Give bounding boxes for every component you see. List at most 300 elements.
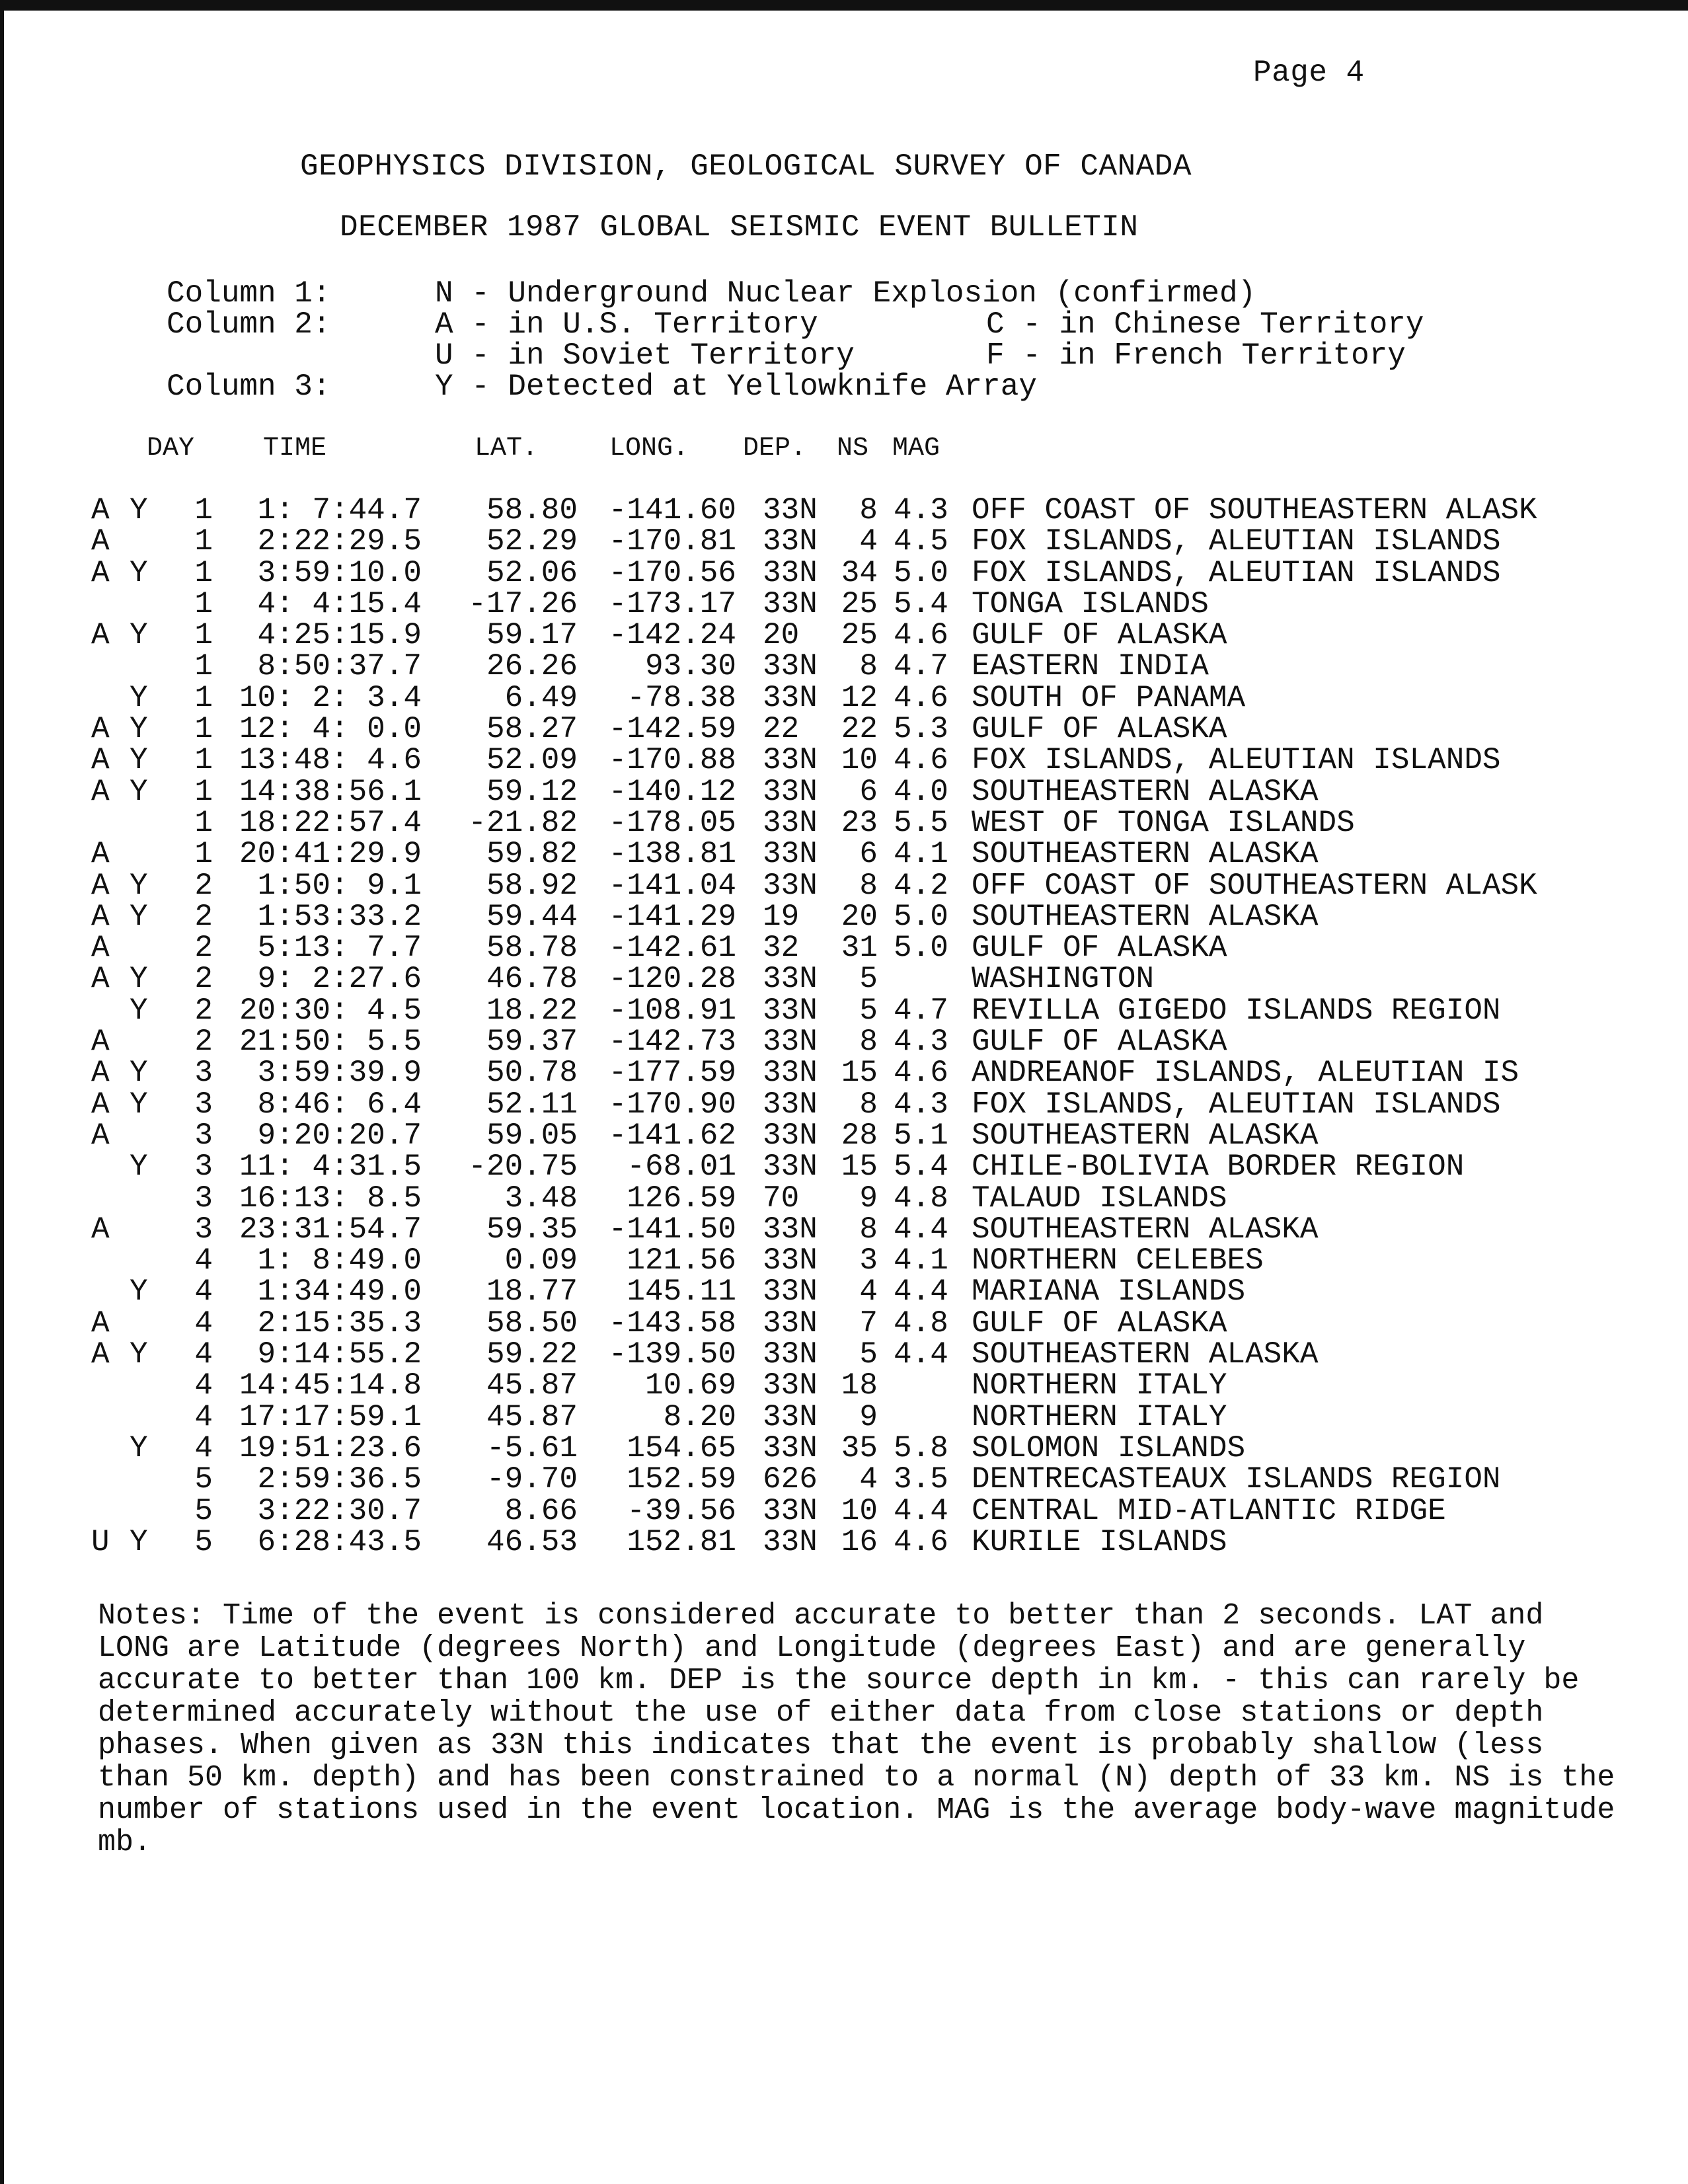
cell-time: 1: 7:44.7 xyxy=(257,493,422,527)
cell-region: FOX ISLANDS, ALEUTIAN ISLANDS xyxy=(972,524,1501,559)
cell-time: 1:34:49.0 xyxy=(257,1274,422,1309)
cell-stations: 5 xyxy=(859,993,878,1028)
cell-region: GULF OF ALASKA xyxy=(972,618,1227,653)
cell-stations: 20 xyxy=(841,899,878,934)
cell-location-flag: A xyxy=(91,1118,110,1153)
cell-location-flag: A xyxy=(91,931,110,966)
cell-stations: 7 xyxy=(859,1306,878,1341)
cell-yellowknife-flag: Y xyxy=(130,743,148,778)
cell-magnitude: 4.2 xyxy=(894,868,948,903)
cell-latitude: 46.53 xyxy=(486,1524,578,1559)
cell-latitude: 26.26 xyxy=(486,649,578,684)
cell-latitude: 59.35 xyxy=(486,1212,578,1247)
cell-day: 3 xyxy=(194,1150,213,1185)
cell-stations: 34 xyxy=(841,555,878,590)
cell-location-flag: A xyxy=(91,837,110,872)
table-header xyxy=(0,434,1688,465)
cell-time: 17:17:59.1 xyxy=(239,1399,422,1434)
cell-longitude: -68.01 xyxy=(627,1150,736,1185)
cell-region: GULF OF ALASKA xyxy=(972,1306,1227,1341)
cell-yellowknife-flag: Y xyxy=(130,774,148,809)
cell-longitude: 152.59 xyxy=(627,1462,736,1497)
cell-depth: 33N xyxy=(763,1212,818,1247)
cell-stations: 8 xyxy=(859,493,878,527)
table-row xyxy=(0,1274,1688,1309)
cell-stations: 8 xyxy=(859,868,878,903)
legend-text: A - in U.S. Territory xyxy=(435,307,818,342)
cell-latitude: 3.48 xyxy=(504,1181,578,1216)
cell-longitude: 8.20 xyxy=(663,1399,736,1434)
cell-depth: 33N xyxy=(763,1368,818,1403)
cell-region: EASTERN INDIA xyxy=(972,649,1209,684)
cell-magnitude: 4.7 xyxy=(894,993,948,1028)
cell-magnitude: 4.8 xyxy=(894,1181,948,1216)
cell-longitude: -139.50 xyxy=(608,1337,736,1372)
cell-stations: 15 xyxy=(841,1056,878,1091)
cell-region: NORTHERN CELEBES xyxy=(972,1243,1264,1278)
header-lat: LAT. xyxy=(475,434,539,463)
cell-depth: 33N xyxy=(763,1306,818,1341)
cell-longitude: -141.60 xyxy=(608,493,736,527)
cell-time: 2:59:36.5 xyxy=(257,1462,422,1497)
cell-latitude: 45.87 xyxy=(486,1368,578,1403)
cell-longitude: -143.58 xyxy=(608,1306,736,1341)
cell-day: 5 xyxy=(194,1462,213,1497)
cell-longitude: -142.61 xyxy=(608,931,736,966)
cell-magnitude: 5.0 xyxy=(894,931,948,966)
cell-time: 4:25:15.9 xyxy=(257,618,422,653)
cell-day: 2 xyxy=(194,899,213,934)
cell-latitude: -9.70 xyxy=(486,1462,578,1497)
table-row xyxy=(0,743,1688,778)
cell-day: 3 xyxy=(194,1212,213,1247)
cell-depth: 33N xyxy=(763,555,818,590)
cell-time: 9:20:20.7 xyxy=(257,1118,422,1153)
cell-depth: 33N xyxy=(763,837,818,872)
cell-region: GULF OF ALASKA xyxy=(972,931,1227,966)
cell-stations: 8 xyxy=(859,649,878,684)
cell-depth: 33N xyxy=(763,962,818,997)
table-row xyxy=(0,649,1688,684)
cell-longitude: 93.30 xyxy=(644,649,736,684)
cell-stations: 9 xyxy=(859,1399,878,1434)
cell-magnitude: 4.7 xyxy=(894,649,948,684)
cell-time: 14:45:14.8 xyxy=(239,1368,422,1403)
cell-depth: 33N xyxy=(763,1025,818,1060)
cell-region: CHILE-BOLIVIA BORDER REGION xyxy=(972,1150,1465,1185)
cell-magnitude: 3.5 xyxy=(894,1462,948,1497)
cell-time: 4: 4:15.4 xyxy=(257,586,422,621)
cell-magnitude: 4.3 xyxy=(894,1087,948,1122)
cell-magnitude: 4.3 xyxy=(894,1025,948,1060)
header-time: TIME xyxy=(263,434,327,463)
cell-time: 13:48: 4.6 xyxy=(239,743,422,778)
cell-day: 4 xyxy=(194,1243,213,1278)
cell-longitude: -108.91 xyxy=(608,993,736,1028)
cell-longitude: -173.17 xyxy=(608,586,736,621)
table-row xyxy=(0,1368,1688,1403)
cell-depth: 33N xyxy=(763,1524,818,1559)
cell-yellowknife-flag: Y xyxy=(130,1430,148,1465)
cell-depth: 33N xyxy=(763,680,818,715)
cell-depth: 22 xyxy=(763,712,800,747)
cell-latitude: 52.09 xyxy=(486,743,578,778)
cell-magnitude: 4.4 xyxy=(894,1337,948,1372)
cell-latitude: 18.77 xyxy=(486,1274,578,1309)
table-row xyxy=(0,1399,1688,1434)
cell-latitude: 59.82 xyxy=(486,837,578,872)
cell-magnitude: 5.5 xyxy=(894,805,948,840)
cell-day: 2 xyxy=(194,931,213,966)
cell-region: SOLOMON ISLANDS xyxy=(972,1430,1246,1465)
table-row xyxy=(0,1181,1688,1216)
cell-depth: 70 xyxy=(763,1181,800,1216)
cell-magnitude: 4.6 xyxy=(894,1524,948,1559)
cell-day: 5 xyxy=(194,1524,213,1559)
cell-magnitude: 5.4 xyxy=(894,586,948,621)
event-table xyxy=(0,493,1688,1559)
cell-yellowknife-flag: Y xyxy=(130,493,148,527)
table-row xyxy=(0,931,1688,966)
table-row xyxy=(0,993,1688,1028)
cell-time: 2:22:29.5 xyxy=(257,524,422,559)
cell-yellowknife-flag: Y xyxy=(130,899,148,934)
cell-magnitude: 5.1 xyxy=(894,1118,948,1153)
cell-yellowknife-flag: Y xyxy=(130,712,148,747)
cell-longitude: -142.73 xyxy=(608,1025,736,1060)
cell-depth: 33N xyxy=(763,1118,818,1153)
cell-time: 3:59:10.0 xyxy=(257,555,422,590)
cell-magnitude: 4.4 xyxy=(894,1274,948,1309)
cell-latitude: 58.92 xyxy=(486,868,578,903)
cell-day: 3 xyxy=(194,1181,213,1216)
cell-longitude: -140.12 xyxy=(608,774,736,809)
cell-location-flag: A xyxy=(91,524,110,559)
cell-magnitude: 4.3 xyxy=(894,493,948,527)
cell-day: 4 xyxy=(194,1274,213,1309)
table-row xyxy=(0,618,1688,653)
cell-location-flag: A xyxy=(91,868,110,903)
cell-region: WASHINGTON xyxy=(972,962,1155,997)
table-row xyxy=(0,586,1688,621)
cell-depth: 33N xyxy=(763,1274,818,1309)
cell-depth: 33N xyxy=(763,1337,818,1372)
cell-stations: 16 xyxy=(841,1524,878,1559)
table-row xyxy=(0,962,1688,997)
cell-depth: 33N xyxy=(763,649,818,684)
table-row xyxy=(0,1118,1688,1153)
cell-time: 9: 2:27.6 xyxy=(257,962,422,997)
cell-day: 3 xyxy=(194,1087,213,1122)
cell-magnitude: 5.3 xyxy=(894,712,948,747)
cell-depth: 33N xyxy=(763,524,818,559)
cell-day: 1 xyxy=(194,774,213,809)
cell-day: 4 xyxy=(194,1368,213,1403)
cell-time: 20:30: 4.5 xyxy=(239,993,422,1028)
cell-stations: 25 xyxy=(841,618,878,653)
cell-magnitude: 5.4 xyxy=(894,1150,948,1185)
cell-stations: 22 xyxy=(841,712,878,747)
cell-region: KURILE ISLANDS xyxy=(972,1524,1227,1559)
cell-region: FOX ISLANDS, ALEUTIAN ISLANDS xyxy=(972,555,1501,590)
table-row xyxy=(0,1430,1688,1465)
cell-day: 1 xyxy=(194,524,213,559)
cell-day: 2 xyxy=(194,1025,213,1060)
cell-longitude: 152.81 xyxy=(627,1524,736,1559)
table-row xyxy=(0,524,1688,559)
table-row xyxy=(0,1150,1688,1185)
cell-stations: 10 xyxy=(841,1493,878,1528)
cell-longitude: -142.24 xyxy=(608,618,736,653)
cell-region: FOX ISLANDS, ALEUTIAN ISLANDS xyxy=(972,743,1501,778)
cell-region: TALAUD ISLANDS xyxy=(972,1181,1227,1216)
cell-time: 6:28:43.5 xyxy=(257,1524,422,1559)
cell-day: 5 xyxy=(194,1493,213,1528)
cell-latitude: -5.61 xyxy=(486,1430,578,1465)
cell-location-flag: A xyxy=(91,1025,110,1060)
table-row xyxy=(0,1306,1688,1341)
cell-latitude: 50.78 xyxy=(486,1056,578,1091)
cell-location-flag: A xyxy=(91,712,110,747)
cell-latitude: 59.05 xyxy=(486,1118,578,1153)
cell-region: SOUTHEASTERN ALASKA xyxy=(972,837,1319,872)
cell-depth: 33N xyxy=(763,586,818,621)
cell-longitude: -141.50 xyxy=(608,1212,736,1247)
cell-day: 1 xyxy=(194,712,213,747)
cell-latitude: 52.06 xyxy=(486,555,578,590)
page-number: Page 4 xyxy=(1253,56,1365,90)
cell-depth: 33N xyxy=(763,1399,818,1434)
header-long: LONG. xyxy=(609,434,689,463)
cell-depth: 33N xyxy=(763,1150,818,1185)
cell-stations: 35 xyxy=(841,1430,878,1465)
cell-depth: 33N xyxy=(763,1430,818,1465)
cell-region: WEST OF TONGA ISLANDS xyxy=(972,805,1355,840)
cell-region: DENTRECASTEAUX ISLANDS REGION xyxy=(972,1462,1501,1497)
cell-latitude: 46.78 xyxy=(486,962,578,997)
cell-latitude: 59.12 xyxy=(486,774,578,809)
legend-text: Y - Detected at Yellowknife Array xyxy=(435,370,1037,404)
table-row xyxy=(0,493,1688,527)
cell-yellowknife-flag: Y xyxy=(130,868,148,903)
cell-latitude: 59.22 xyxy=(486,1337,578,1372)
cell-location-flag: A xyxy=(91,962,110,997)
cell-region: ANDREANOF ISLANDS, ALEUTIAN IS xyxy=(972,1056,1519,1091)
table-row xyxy=(0,1462,1688,1497)
cell-magnitude: 4.1 xyxy=(894,1243,948,1278)
legend-text: N - Underground Nuclear Explosion (confirmed) xyxy=(435,276,1256,311)
cell-yellowknife-flag: Y xyxy=(130,1337,148,1372)
cell-time: 12: 4: 0.0 xyxy=(239,712,422,747)
cell-stations: 4 xyxy=(859,1462,878,1497)
cell-magnitude: 4.5 xyxy=(894,524,948,559)
cell-magnitude: 5.8 xyxy=(894,1430,948,1465)
cell-day: 2 xyxy=(194,868,213,903)
cell-stations: 4 xyxy=(859,524,878,559)
cell-location-flag: A xyxy=(91,1337,110,1372)
cell-depth: 33N xyxy=(763,993,818,1028)
legend-label: Column 2: xyxy=(167,307,331,342)
legend-text: U - in Soviet Territory xyxy=(435,338,855,373)
legend-label: Column 3: xyxy=(167,370,331,404)
cell-region: SOUTHEASTERN ALASKA xyxy=(972,774,1319,809)
cell-stations: 3 xyxy=(859,1243,878,1278)
cell-time: 18:22:57.4 xyxy=(239,805,422,840)
cell-longitude: -178.05 xyxy=(608,805,736,840)
cell-time: 10: 2: 3.4 xyxy=(239,680,422,715)
cell-yellowknife-flag: Y xyxy=(130,1087,148,1122)
cell-day: 1 xyxy=(194,680,213,715)
cell-day: 4 xyxy=(194,1337,213,1372)
table-row xyxy=(0,805,1688,840)
cell-magnitude: 4.1 xyxy=(894,837,948,872)
cell-magnitude: 4.6 xyxy=(894,1056,948,1091)
cell-depth: 32 xyxy=(763,931,800,966)
cell-location-flag: A xyxy=(91,1212,110,1247)
cell-region: OFF COAST OF SOUTHEASTERN ALASK xyxy=(972,868,1537,903)
cell-latitude: 0.09 xyxy=(504,1243,578,1278)
cell-depth: 33N xyxy=(763,743,818,778)
cell-longitude: -170.90 xyxy=(608,1087,736,1122)
cell-longitude: -78.38 xyxy=(627,680,736,715)
cell-yellowknife-flag: Y xyxy=(130,555,148,590)
cell-location-flag: U xyxy=(91,1524,110,1559)
table-row xyxy=(0,712,1688,747)
cell-latitude: 52.11 xyxy=(486,1087,578,1122)
cell-day: 4 xyxy=(194,1430,213,1465)
header-day: DAY xyxy=(147,434,195,463)
cell-latitude: 58.80 xyxy=(486,493,578,527)
table-row xyxy=(0,1243,1688,1278)
cell-latitude: 59.44 xyxy=(486,899,578,934)
cell-stations: 23 xyxy=(841,805,878,840)
cell-region: NORTHERN ITALY xyxy=(972,1399,1227,1434)
cell-longitude: -141.04 xyxy=(608,868,736,903)
cell-yellowknife-flag: Y xyxy=(130,993,148,1028)
cell-stations: 5 xyxy=(859,962,878,997)
cell-stations: 25 xyxy=(841,586,878,621)
cell-day: 2 xyxy=(194,993,213,1028)
page-top-border xyxy=(0,0,1688,11)
cell-time: 16:13: 8.5 xyxy=(239,1181,422,1216)
table-row xyxy=(0,899,1688,934)
cell-day: 4 xyxy=(194,1306,213,1341)
cell-region: SOUTH OF PANAMA xyxy=(972,680,1246,715)
cell-latitude: 59.17 xyxy=(486,618,578,653)
table-row xyxy=(0,774,1688,809)
cell-yellowknife-flag: Y xyxy=(130,1274,148,1309)
cell-day: 1 xyxy=(194,618,213,653)
cell-region: OFF COAST OF SOUTHEASTERN ALASK xyxy=(972,493,1537,527)
cell-time: 8:50:37.7 xyxy=(257,649,422,684)
cell-latitude: 18.22 xyxy=(486,993,578,1028)
cell-region: REVILLA GIGEDO ISLANDS REGION xyxy=(972,993,1501,1028)
cell-stations: 8 xyxy=(859,1087,878,1122)
cell-magnitude: 4.6 xyxy=(894,680,948,715)
cell-longitude: -39.56 xyxy=(627,1493,736,1528)
cell-day: 2 xyxy=(194,962,213,997)
cell-region: GULF OF ALASKA xyxy=(972,712,1227,747)
cell-magnitude: 5.0 xyxy=(894,899,948,934)
table-row xyxy=(0,837,1688,872)
document-title: GEOPHYSICS DIVISION, GEOLOGICAL SURVEY OF CANADA xyxy=(300,149,1192,184)
cell-time: 19:51:23.6 xyxy=(239,1430,422,1465)
cell-depth: 33N xyxy=(763,1243,818,1278)
cell-magnitude: 4.6 xyxy=(894,618,948,653)
cell-latitude: -20.75 xyxy=(468,1150,578,1185)
legend-text-secondary: F - in French Territory xyxy=(986,338,1406,373)
header-mag: MAG xyxy=(892,434,940,463)
cell-time: 1:53:33.2 xyxy=(257,899,422,934)
cell-latitude: 52.29 xyxy=(486,524,578,559)
cell-stations: 6 xyxy=(859,774,878,809)
cell-location-flag: A xyxy=(91,1087,110,1122)
cell-day: 1 xyxy=(194,805,213,840)
cell-longitude: -141.62 xyxy=(608,1118,736,1153)
table-row xyxy=(0,868,1688,903)
cell-magnitude: 4.0 xyxy=(894,774,948,809)
legend-label: Column 1: xyxy=(167,276,331,311)
cell-depth: 33N xyxy=(763,1056,818,1091)
cell-longitude: 154.65 xyxy=(627,1430,736,1465)
cell-region: FOX ISLANDS, ALEUTIAN ISLANDS xyxy=(972,1087,1501,1122)
cell-time: 5:13: 7.7 xyxy=(257,931,422,966)
cell-yellowknife-flag: Y xyxy=(130,1056,148,1091)
cell-region: SOUTHEASTERN ALASKA xyxy=(972,899,1319,934)
cell-day: 3 xyxy=(194,1056,213,1091)
cell-time: 20:41:29.9 xyxy=(239,837,422,872)
cell-stations: 6 xyxy=(859,837,878,872)
cell-yellowknife-flag: Y xyxy=(130,1150,148,1185)
cell-longitude: -170.88 xyxy=(608,743,736,778)
cell-latitude: 45.87 xyxy=(486,1399,578,1434)
cell-latitude: -21.82 xyxy=(468,805,578,840)
cell-depth: 33N xyxy=(763,868,818,903)
cell-longitude: -120.28 xyxy=(608,962,736,997)
cell-time: 3:59:39.9 xyxy=(257,1056,422,1091)
cell-longitude: 126.59 xyxy=(627,1181,736,1216)
cell-latitude: 59.37 xyxy=(486,1025,578,1060)
cell-latitude: 58.78 xyxy=(486,931,578,966)
cell-location-flag: A xyxy=(91,1056,110,1091)
cell-stations: 31 xyxy=(841,931,878,966)
cell-stations: 5 xyxy=(859,1337,878,1372)
cell-yellowknife-flag: Y xyxy=(130,1524,148,1559)
cell-latitude: 8.66 xyxy=(504,1493,578,1528)
legend-text-secondary: C - in Chinese Territory xyxy=(986,307,1424,342)
cell-location-flag: A xyxy=(91,774,110,809)
cell-location-flag: A xyxy=(91,1306,110,1341)
cell-stations: 28 xyxy=(841,1118,878,1153)
cell-region: SOUTHEASTERN ALASKA xyxy=(972,1337,1319,1372)
cell-time: 1:50: 9.1 xyxy=(257,868,422,903)
cell-day: 3 xyxy=(194,1118,213,1153)
table-row xyxy=(0,1056,1688,1091)
cell-time: 23:31:54.7 xyxy=(239,1212,422,1247)
cell-location-flag: A xyxy=(91,493,110,527)
cell-magnitude: 4.6 xyxy=(894,743,948,778)
cell-depth: 626 xyxy=(763,1462,818,1497)
cell-region: NORTHERN ITALY xyxy=(972,1368,1227,1403)
cell-depth: 33N xyxy=(763,1493,818,1528)
cell-latitude: 6.49 xyxy=(504,680,578,715)
notes-paragraph: Notes: Time of the event is considered accurate to better than 2 seconds. LAT and LONG are Latitude (degrees North) and Longitude (degrees East) and are generally accurate to better than 100 km. DEP is the source depth in km. - this can rarely be determined accurately without the use of either data from close stations or depth phases. When given as 33N this indicates that the event is probably shallow (less than 50 km. depth) and has been constrained to a normal (N) depth of 33 km. NS is the number of stations used in the event location. MAG is the average body-wave magnitude mb. xyxy=(98,1599,1615,1859)
cell-stations: 8 xyxy=(859,1025,878,1060)
cell-day: 4 xyxy=(194,1399,213,1434)
table-row xyxy=(0,1087,1688,1122)
table-row xyxy=(0,680,1688,715)
cell-time: 11: 4:31.5 xyxy=(239,1150,422,1185)
